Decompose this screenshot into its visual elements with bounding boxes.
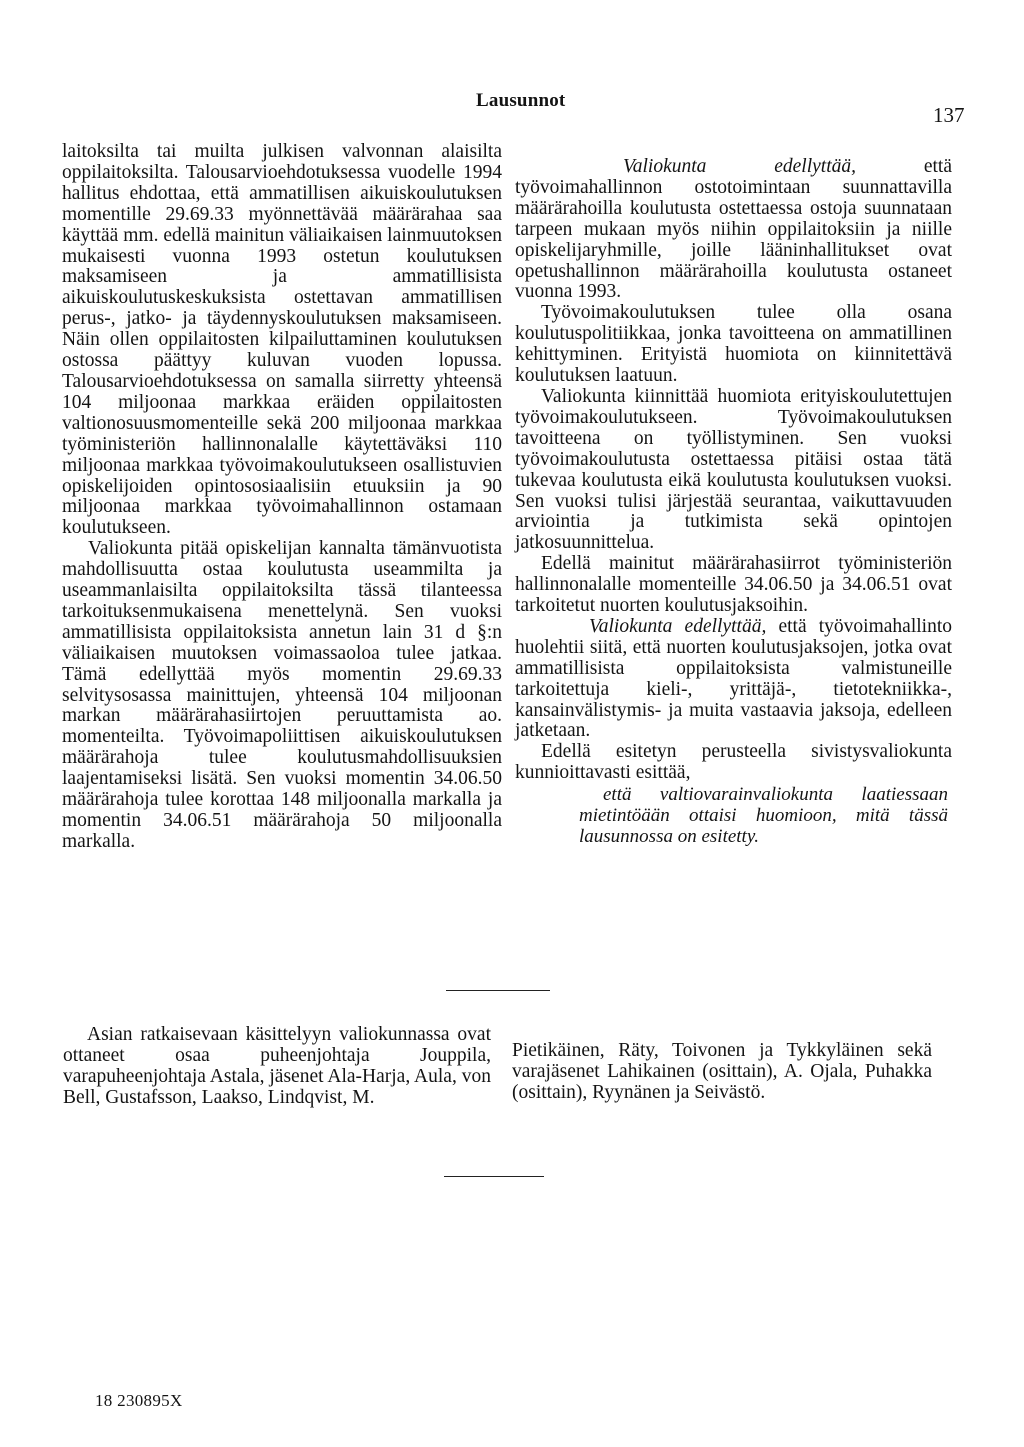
section-divider bbox=[446, 990, 550, 991]
right-paragraph-4: Edellä mainitut määrärahasiirrot työministeriön hallinnonalalle momenteille 34.06.50 ja 34.06.51 ovat tarkoitetut nuorten koulutusjaksoihin. bbox=[515, 553, 952, 617]
right-paragraph-3: Valiokunta kiinnittää huomiota erityiskoulutettujen työvoimakoulutukseen. Työvoimakoulutuksen tavoitteena on työllistyminen. Sen vuoksi työvoimakoulutusta ostettaessa pitäisi ostaa tätä tukevaa koulutusta eikä koulutusta koulutuksen vuoksi. Sen vuoksi tulisi järjestää seurantaa, vaikuttavuuden arviointia ja tutkimista sekä opintojen jatkosuunnittelua. bbox=[515, 385, 952, 554]
page-number: 137 bbox=[933, 103, 965, 127]
right-paragraph-5 bbox=[515, 617, 952, 742]
proposal-statement: että valtiovarainvaliokunta laatiessaan mietintöään ottaisi huomioon, mitä tässä lausunnossa on esitetty. bbox=[579, 784, 948, 848]
paragraph-text: että työvoimahallinto huolehtii siitä, että nuorten koulutusjaksojen, jotka ovat ammatillisista oppilaitoksista valmistuneille tarkoitettuja kieli-, yrittäjä-, tietotekniikka-, kansainvälistymis- ja muita vastaavia jaksoja, edelleen jatketaan. bbox=[515, 615, 952, 742]
print-mark: 18 230895X bbox=[95, 1391, 183, 1410]
participants-text-left: Asian ratkaisevaan käsittelyyn valiokunnassa ovat ottaneet osaa puheenjohtaja Jouppila, varapuheenjohtaja Astala, jäsenet Ala-Harja, Aula, von Bell, Gustafsson, Laakso, Lindqvist, M. bbox=[63, 1024, 491, 1108]
end-divider bbox=[444, 1176, 544, 1177]
left-column bbox=[62, 142, 502, 853]
right-paragraph-1 bbox=[515, 157, 952, 303]
left-paragraph-1: laitoksilta tai muilta julkisen valvonnan alaisilta oppilaitoksilta. Talousarvioehdotuksessa vuodelle 1994 hallitus ehdottaa, että ammatillisen aikuiskoulutuksen momentille 29.69.33 myönnettävää määrärahaa saa käyttää mm. edellä mainitun väliaikaisen lainmuutoksen mukaisesti vuonna 1993 ostetun koulutuksen maksamiseen ja ammatillisista aikuiskoulutuskeskuksista ostettavan ammatillisen perus-, jatko- ja täydennyskoulutuksen maksamiseen. Näin ollen oppilaitosten kilpailuttaminen koulutuksen ostossa päättyy kuluvan vuoden lopussa. Talousarvioehdotuksessa on samalla siirretty yhteensä 104 miljoonaa markkaa eräiden oppilaitosten valtionosuusmomenteille sekä 200 miljoonaa markkaa työministeriön hallinnonalalle käytettäväksi 110 miljoonaa markkaa työvoimakoulutukseen osallistuvien opiskelijoiden opintososiaalisiin etuuksiin ja 90 miljoonaa markkaa työvoimahallinnon ostamaan koulutukseen. bbox=[62, 141, 502, 539]
right-paragraph-2: Työvoimakoulutuksen tulee olla osana koulutuspolitiikkaa, jonka tavoitteena on ammatillinen kehittyminen. Erityistä huomiota on kiinnitettävä koulutuksen laatuun. bbox=[515, 302, 952, 387]
emphasis-lead: Valiokunta edellyttää, bbox=[623, 156, 857, 177]
participants-right bbox=[512, 1040, 932, 1103]
running-head: Lausunnot bbox=[476, 90, 566, 111]
right-column bbox=[515, 157, 952, 847]
right-paragraph-6: Edellä esitetyn perusteella sivistysvaliokunta kunnioittavasti esittää, bbox=[515, 741, 952, 784]
emphasis-lead: Valiokunta edellyttää, bbox=[589, 615, 767, 637]
paragraph-text: että työvoimahallinnon ostotoimintaan suunnattavilla määrärahoilla koulutusta ostettaessa ostoja suunnataan tarpeen mukaan myös niihin oppilaitoksiin ja niille opiskelijaryhmille, joille lääninhallitukset ovat opetushallinnon määrärahoilla koulutusta ostaneet vuonna 1993. bbox=[515, 156, 952, 303]
left-paragraph-2: Valiokunta pitää opiskelijan kannalta tämänvuotista mahdollisuutta ostaa koulutusta useammilta ja useammanlaisilta oppilaitoksilta tässä tilanteessa tarkoituksenmukaisena menettelynä. Sen vuoksi ammatillisista oppilaitoksista annetun lain 31 d §:n väliaikaisen muutoksen voimassaoloa tulee jatkaa. Tämä edellyttää myös momentin 29.69.33 selvitysosassa mainittujen, yhteensä 104 miljoonan markan määrärahasiirtojen peruuttamista ao. momenteilta. Työvoimapoliittisen aikuiskoulutuksen määrärahoja tulee koulutusmahdollisuuksien laajentamiseksi lisätä. Sen vuoksi momentin 34.06.50 määrärahoja tulee korottaa 148 miljoonalla markalla ja momentin 34.06.51 määrärahoja 50 miljoonalla markalla. bbox=[62, 538, 502, 852]
participants-text-right: Pietikäinen, Räty, Toivonen ja Tykkyläinen sekä varajäsenet Lahikainen (osittain), A. Ojala, Puhakka (osittain), Ryynänen ja Seivästö. bbox=[512, 1040, 932, 1103]
participants-left bbox=[63, 1024, 491, 1108]
